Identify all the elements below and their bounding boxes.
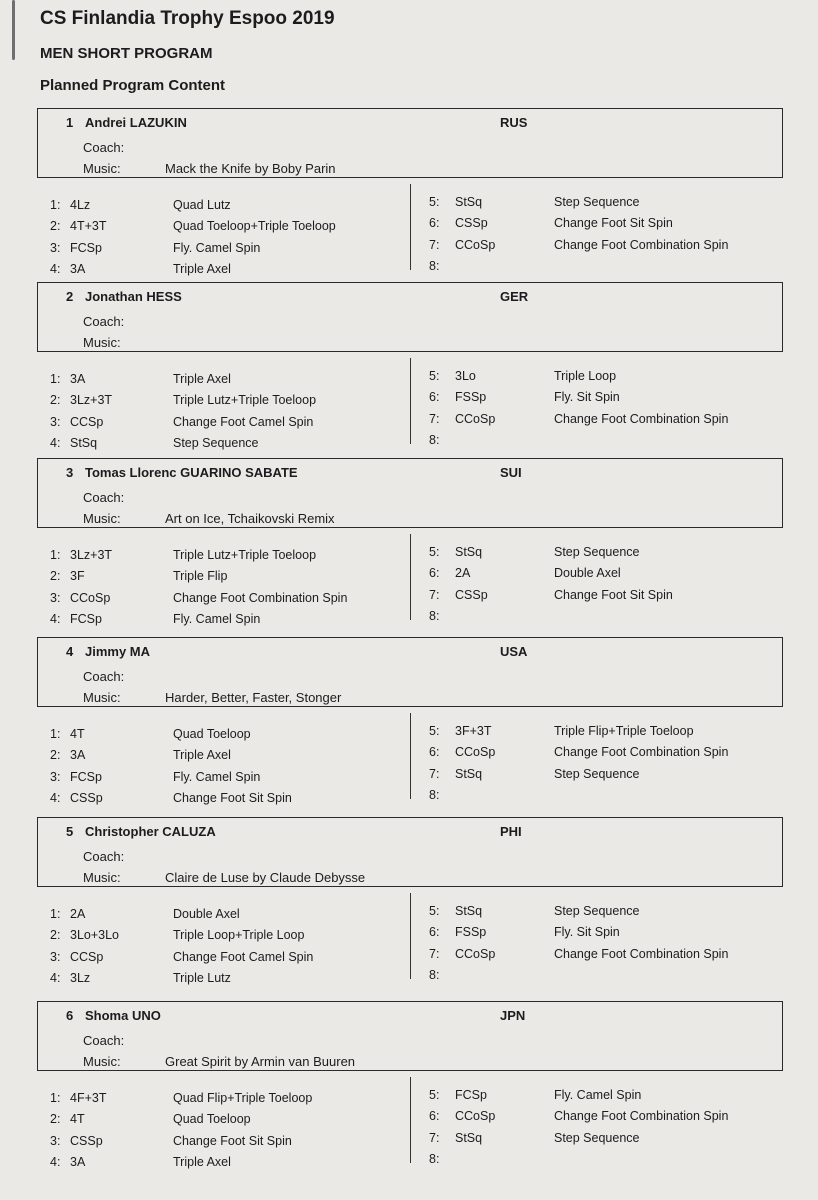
element-number: 6: <box>429 216 440 230</box>
element-description: Change Foot Camel Spin <box>173 415 314 429</box>
element-number: 8: <box>429 1152 440 1166</box>
element-number: 6: <box>429 566 440 580</box>
element-code: CCSp <box>70 415 104 429</box>
page-edge-mark <box>12 0 15 60</box>
element-number: 7: <box>429 1131 440 1145</box>
element-code: 4T <box>70 727 85 741</box>
element-number: 3: <box>50 415 61 429</box>
skater-nation: SUI <box>500 465 522 480</box>
element-description: Change Foot Camel Spin <box>173 950 314 964</box>
element-code: 3A <box>70 748 86 762</box>
element-number: 8: <box>429 788 440 802</box>
skater-header-box <box>37 817 783 887</box>
element-description: Step Sequence <box>554 904 640 918</box>
element-description: Change Foot Combination Spin <box>554 745 729 759</box>
element-number: 2: <box>50 393 61 407</box>
skater-start-number: 6 <box>66 1008 74 1023</box>
element-number: 4: <box>50 791 61 805</box>
element-description: Change Foot Combination Spin <box>554 412 729 426</box>
element-description: Quad Toeloop+Triple Toeloop <box>173 219 336 233</box>
element-code: StSq <box>455 904 483 918</box>
element-description: Change Foot Sit Spin <box>554 588 673 602</box>
element-number: 2: <box>50 569 61 583</box>
element-code: FSSp <box>455 925 487 939</box>
element-number: 5: <box>429 724 440 738</box>
element-code: 3Lz <box>70 971 91 985</box>
element-code: 3F+3T <box>455 724 492 738</box>
column-divider <box>410 893 411 979</box>
element-code: FCSp <box>70 241 102 255</box>
element-code: FSSp <box>455 390 487 404</box>
element-code: FCSp <box>70 770 102 784</box>
element-number: 5: <box>429 904 440 918</box>
element-number: 8: <box>429 259 440 273</box>
coach-label: Coach: <box>83 1033 125 1048</box>
skater-nation: RUS <box>500 115 528 130</box>
element-code: FCSp <box>455 1088 487 1102</box>
column-divider <box>410 1077 411 1163</box>
element-description: Change Foot Combination Spin <box>173 591 348 605</box>
segment-title: MEN SHORT PROGRAM <box>40 45 213 62</box>
skater-name: Andrei LAZUKIN <box>85 115 187 130</box>
planned-elements <box>37 530 783 626</box>
element-number: 2: <box>50 219 61 233</box>
element-description: Triple Lutz <box>173 971 231 985</box>
element-number: 8: <box>429 968 440 982</box>
element-number: 4: <box>50 436 61 450</box>
coach-label: Coach: <box>83 669 125 684</box>
skater-nation: GER <box>500 289 529 304</box>
element-number: 5: <box>429 195 440 209</box>
element-number: 5: <box>429 545 440 559</box>
element-description: Change Foot Sit Spin <box>173 791 292 805</box>
element-number: 3: <box>50 770 61 784</box>
column-divider <box>410 534 411 620</box>
element-description: Fly. Sit Spin <box>554 925 620 939</box>
element-code: StSq <box>455 767 483 781</box>
element-description: Change Foot Combination Spin <box>554 947 729 961</box>
music-title: Claire de Luse by Claude Debysse <box>165 870 366 885</box>
skater-nation: PHI <box>500 824 522 839</box>
element-number: 2: <box>50 928 61 942</box>
element-code: FCSp <box>70 612 102 626</box>
element-code: StSq <box>455 195 483 209</box>
planned-elements <box>37 709 783 805</box>
element-description: Triple Axel <box>173 372 231 386</box>
music-title: Art on Ice, Tchaikovski Remix <box>165 511 335 526</box>
music-label: Music: <box>83 870 121 885</box>
element-number: 6: <box>429 925 440 939</box>
planned-elements <box>37 1073 783 1169</box>
element-description: Change Foot Combination Spin <box>554 238 729 252</box>
element-number: 5: <box>429 369 440 383</box>
skater-header-box <box>37 282 783 352</box>
skater-name: Jonathan HESS <box>85 289 182 304</box>
element-code: CCoSp <box>455 1109 496 1123</box>
element-description: Change Foot Sit Spin <box>554 216 673 230</box>
element-number: 8: <box>429 433 440 447</box>
skater-start-number: 1 <box>66 115 74 130</box>
skater-start-number: 5 <box>66 824 74 839</box>
element-code: 2A <box>455 566 471 580</box>
skater-nation: JPN <box>500 1008 526 1023</box>
element-description: Quad Toeloop <box>173 1112 251 1126</box>
column-divider <box>410 184 411 270</box>
music-label: Music: <box>83 161 121 176</box>
planned-elements <box>37 354 783 450</box>
element-number: 4: <box>50 612 61 626</box>
skater-name: Christopher CALUZA <box>85 824 216 839</box>
element-code: 3Lo+3Lo <box>70 928 120 942</box>
element-description: Fly. Camel Spin <box>173 612 261 626</box>
music-title: Mack the Knife by Boby Parin <box>165 161 336 176</box>
music-label: Music: <box>83 511 121 526</box>
element-code: CCoSp <box>455 947 496 961</box>
skater-header-box <box>37 108 783 178</box>
element-code: CCoSp <box>70 591 111 605</box>
event-title: CS Finlandia Trophy Espoo 2019 <box>40 8 335 29</box>
element-description: Step Sequence <box>554 195 640 209</box>
element-number: 6: <box>429 745 440 759</box>
element-description: Triple Axel <box>173 1155 231 1169</box>
element-code: 3A <box>70 1155 86 1169</box>
element-number: 3: <box>50 591 61 605</box>
element-code: 4Lz <box>70 198 91 212</box>
element-description: Double Axel <box>173 907 240 921</box>
element-code: 3Lz+3T <box>70 548 113 562</box>
music-title: Harder, Better, Faster, Stonger <box>165 690 342 705</box>
element-description: Fly. Sit Spin <box>554 390 620 404</box>
element-number: 1: <box>50 1091 61 1105</box>
element-number: 1: <box>50 198 61 212</box>
skater-name: Jimmy MA <box>85 644 151 659</box>
skater-header-box <box>37 458 783 528</box>
planned-elements <box>37 889 783 985</box>
skater-header-box <box>37 637 783 707</box>
section-title: Planned Program Content <box>40 77 226 94</box>
element-number: 4: <box>50 262 61 276</box>
element-description: Triple Loop+Triple Loop <box>173 928 305 942</box>
element-number: 1: <box>50 727 61 741</box>
element-description: Triple Lutz+Triple Toeloop <box>173 393 317 407</box>
element-code: CSSp <box>455 216 488 230</box>
element-code: 4T+3T <box>70 219 107 233</box>
element-description: Triple Lutz+Triple Toeloop <box>173 548 317 562</box>
coach-label: Coach: <box>83 314 125 329</box>
element-code: StSq <box>455 1131 483 1145</box>
element-description: Triple Flip+Triple Toeloop <box>554 724 694 738</box>
coach-label: Coach: <box>83 140 125 155</box>
skater-header-box <box>37 1001 783 1071</box>
element-number: 1: <box>50 907 61 921</box>
element-code: CCSp <box>70 950 104 964</box>
element-number: 4: <box>50 1155 61 1169</box>
music-label: Music: <box>83 690 121 705</box>
element-code: 3A <box>70 262 86 276</box>
element-number: 1: <box>50 372 61 386</box>
element-code: 3Lz+3T <box>70 393 113 407</box>
element-description: Step Sequence <box>554 1131 640 1145</box>
element-code: CSSp <box>455 588 488 602</box>
element-number: 3: <box>50 241 61 255</box>
element-code: 4T <box>70 1112 85 1126</box>
element-number: 6: <box>429 390 440 404</box>
element-number: 3: <box>50 950 61 964</box>
element-description: Change Foot Combination Spin <box>554 1109 729 1123</box>
element-code: CCoSp <box>455 238 496 252</box>
element-code: CCoSp <box>455 412 496 426</box>
skater-start-number: 4 <box>66 644 74 659</box>
element-description: Step Sequence <box>173 436 259 450</box>
column-divider <box>410 358 411 444</box>
element-description: Triple Flip <box>173 569 228 583</box>
element-code: 4F+3T <box>70 1091 107 1105</box>
element-number: 7: <box>429 412 440 426</box>
element-description: Fly. Camel Spin <box>173 241 261 255</box>
element-description: Fly. Camel Spin <box>173 770 261 784</box>
element-number: 6: <box>429 1109 440 1123</box>
element-code: 3F <box>70 569 85 583</box>
element-code: StSq <box>455 545 483 559</box>
element-number: 2: <box>50 748 61 762</box>
element-code: CSSp <box>70 791 103 805</box>
element-description: Triple Loop <box>554 369 617 383</box>
music-label: Music: <box>83 1054 121 1069</box>
coach-label: Coach: <box>83 849 125 864</box>
planned-elements <box>37 180 783 276</box>
element-number: 8: <box>429 609 440 623</box>
element-code: 3Lo <box>455 369 476 383</box>
element-description: Quad Flip+Triple Toeloop <box>173 1091 313 1105</box>
element-description: Change Foot Sit Spin <box>173 1134 292 1148</box>
music-label: Music: <box>83 335 121 350</box>
element-description: Double Axel <box>554 566 621 580</box>
skater-name: Shoma UNO <box>85 1008 161 1023</box>
element-code: 3A <box>70 372 86 386</box>
element-code: StSq <box>70 436 98 450</box>
element-code: 2A <box>70 907 86 921</box>
music-title: Great Spirit by Armin van Buuren <box>165 1054 356 1069</box>
element-description: Fly. Camel Spin <box>554 1088 642 1102</box>
element-number: 7: <box>429 767 440 781</box>
element-number: 5: <box>429 1088 440 1102</box>
element-code: CCoSp <box>455 745 496 759</box>
element-description: Triple Axel <box>173 262 231 276</box>
element-number: 2: <box>50 1112 61 1126</box>
element-number: 7: <box>429 947 440 961</box>
element-number: 1: <box>50 548 61 562</box>
skater-start-number: 3 <box>66 465 74 480</box>
element-description: Step Sequence <box>554 767 640 781</box>
skater-nation: USA <box>500 644 528 659</box>
element-number: 3: <box>50 1134 61 1148</box>
element-number: 7: <box>429 588 440 602</box>
element-description: Quad Toeloop <box>173 727 251 741</box>
element-number: 7: <box>429 238 440 252</box>
column-divider <box>410 713 411 799</box>
element-description: Triple Axel <box>173 748 231 762</box>
element-description: Step Sequence <box>554 545 640 559</box>
skater-start-number: 2 <box>66 289 74 304</box>
coach-label: Coach: <box>83 490 125 505</box>
element-number: 4: <box>50 971 61 985</box>
element-description: Quad Lutz <box>173 198 231 212</box>
skater-name: Tomas Llorenc GUARINO SABATE <box>85 465 298 480</box>
element-code: CSSp <box>70 1134 103 1148</box>
